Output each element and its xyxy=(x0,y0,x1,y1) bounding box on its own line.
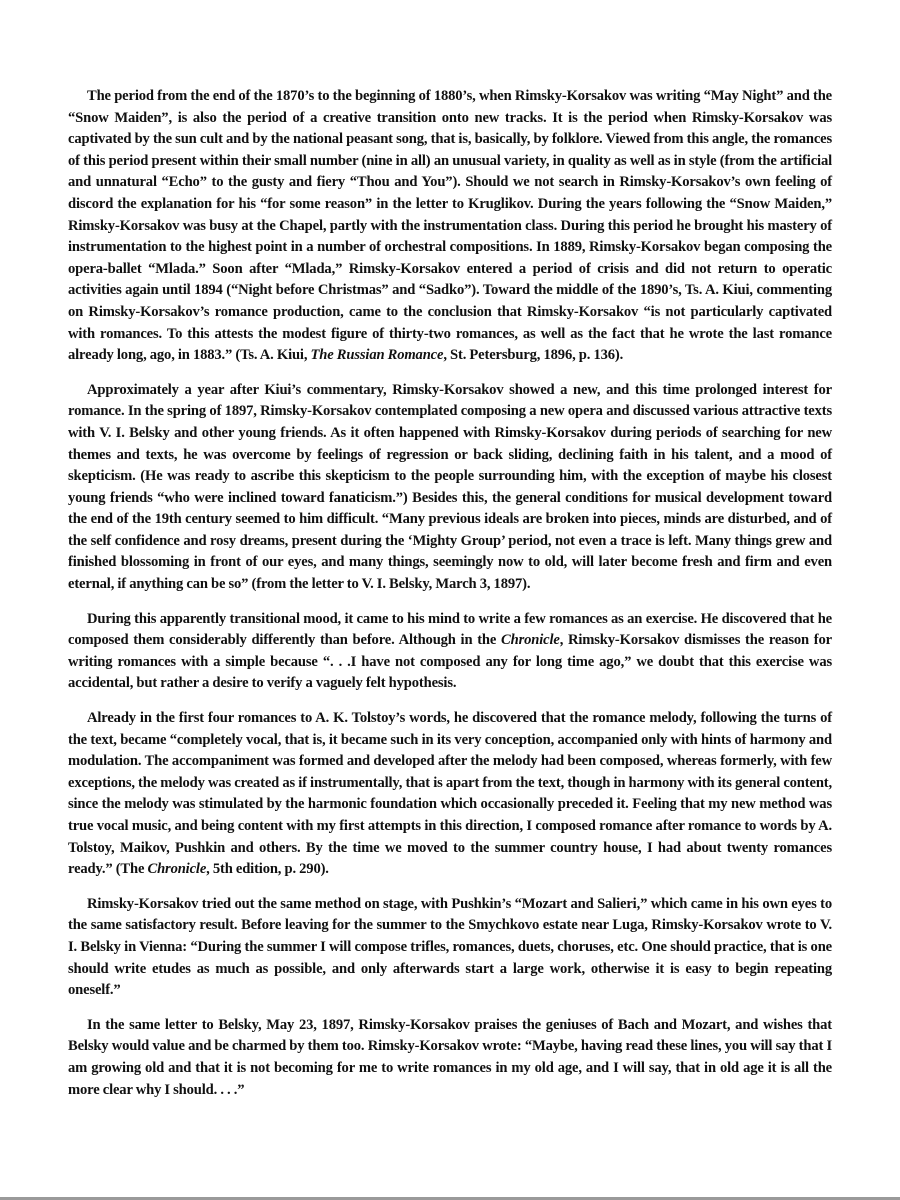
paragraph-3-text: During this apparently transitional mood, it came to his mind to write a few romances as an exercise. He discovered that he composed them considerably differently than before. Although in the xyxy=(68,610,832,649)
paragraph-1-text: The period from the end of the 1870’s to the beginning of 1880’s, when Rimsky-Korsakov was writing “May Night” and the “Snow Maiden”, is also the period of a creative transition onto new tracks. It is the period when Rimsky-Korsakov was captivated by the sun cult and by the national peasant song, that is, basically, by folklore. Viewed from this angle, the romances of this period present within their small number (nine in all) an unusual variety, in quality as well as in style (from the artificial and unnatural “Echo” to the gusty and fiery “Thou and You”). Should we not search in Rimsky-Korsakov’s own feeling of discord the explanation for his “for some reason” in the letter to Kruglikov. During the years following the “Snow Maiden,” Rimsky-Korsakov was busy at the Chapel, partly with the instrumentation class. During this period he brought his mastery of instrumentation to the highest point in a number of orchestral compositions. In 1889, Rimsky-Korsakov began composing the opera-ballet “Mlada.” Soon after “Mlada,” Rimsky-Korsakov entered a period of crisis and did not return to operatic activities again until 1894 (“Night before Christmas” and “Sadko”). Toward the middle of the 1890’s, Ts. A. Kiui, commenting on Rimsky-Korsakov’s romance production, came to the conclusion that Rimsky-Korsakov “is not particularly captivated with romances. To this attests the modest figure of thirty-two romances, as well as the fact that he wrote the last romance already long, ago, in 1883.” (Ts. A. Kiui, xyxy=(68,88,832,364)
paragraph-4-text-end: , 5th edition, p. 290). xyxy=(206,861,329,878)
book-title-chronicle: Chronicle xyxy=(147,861,207,878)
book-title-the-russian-romance: The Russian Romance xyxy=(310,347,444,364)
paragraph-1 xyxy=(68,86,832,367)
paragraph-5-text: Rimsky-Korsakov tried out the same method on stage, with Pushkin’s “Mozart and Salieri,” which came in his own eyes to the same satisfactory result. Before leaving for the summer to the Smychkovo estate near Luga, Rimsky-Korsakov wrote to V. I. Belsky in Vienna: “During the summer I will compose trifles, romances, duets, choruses, etc. One should practice, that is one should write etudes as much as possible, and only afterwards start a large work, otherwise it is easy to begin repeating oneself.” xyxy=(68,895,832,999)
paragraph-3 xyxy=(68,609,832,695)
paragraph-6 xyxy=(68,1015,832,1101)
paragraph-2 xyxy=(68,380,832,596)
paragraph-5 xyxy=(68,894,832,1002)
paragraph-6-text: In the same letter to Belsky, May 23, 1897, Rimsky-Korsakov praises the geniuses of Bach and Mozart, and wishes that Belsky would value and be charmed by them too. Rimsky-Korsakov wrote: “Maybe, having read these lines, you will say that I am growing old and that it is not becoming for me to write romances in my old age, and I will say, that in old age it is all the more clear why I should. . . .” xyxy=(68,1016,832,1098)
paragraph-2-text: Approximately a year after Kiui’s commentary, Rimsky-Korsakov showed a new, and this time prolonged interest for romance. In the spring of 1897, Rimsky-Korsakov contemplated composing a new opera and discussed various attractive texts with V. I. Belsky and other young friends. As it often happened with Rimsky-Korsakov during periods of searching for new themes and texts, he was overcome by feelings of regression or back sliding, declining faith in his talent, and a mood of skepticism. (He was ready to ascribe this skepticism to the people surrounding him, with the exception of maybe his closest young friends “who were inclined toward fanaticism.”) Besides this, the general conditions for musical development toward the end of the 19th century seemed to him difficult. “Many previous ideals are broken into pieces, minds are disturbed, and of the self confidence and rosy dreams, present during the ‘Mighty Group’ period, not even a trace is left. Many things grew and finished blossoming in front of our eyes, and many things, seemingly now to old, will later become fresh and firm and even eternal, if anything can be so” (from the letter to V. I. Belsky, March 3, 1897). xyxy=(68,381,832,593)
paragraph-3-text-end: , Rimsky-Korsakov dismisses the reason for writing romances with a simple because “. . .I have not composed any for long time ago,” we doubt that this exercise was accidental, but rather a desire to verify a vaguely felt hypothesis. xyxy=(68,632,832,692)
paragraph-1-text-end: , St. Petersburg, 1896, p. 136). xyxy=(443,347,624,364)
paragraph-4-text: Already in the first four romances to A. K. Tolstoy’s words, he discovered that the romance melody, following the turns of the text, became “completely vocal, that is, it became such in its very conception, accompanied only with hints of harmony and modulation. The accompaniment was formed and developed after the melody had been composed, whereas formerly, with few exceptions, the melody was created as if instrumentally, that is apart from the text, though in harmony with its general content, since the melody was stimulated by the harmonic foundation which occasionally preceded it. Feeling that my new method was true vocal music, and being content with my first attempts in this direction, I composed romance after romance to words by A. Tolstoy, Maikov, Pushkin and others. By the time we moved to the summer country house, I had about twenty romances ready.” (The xyxy=(68,710,832,878)
paragraph-4 xyxy=(68,708,832,881)
book-title-chronicle: Chronicle xyxy=(501,632,560,649)
